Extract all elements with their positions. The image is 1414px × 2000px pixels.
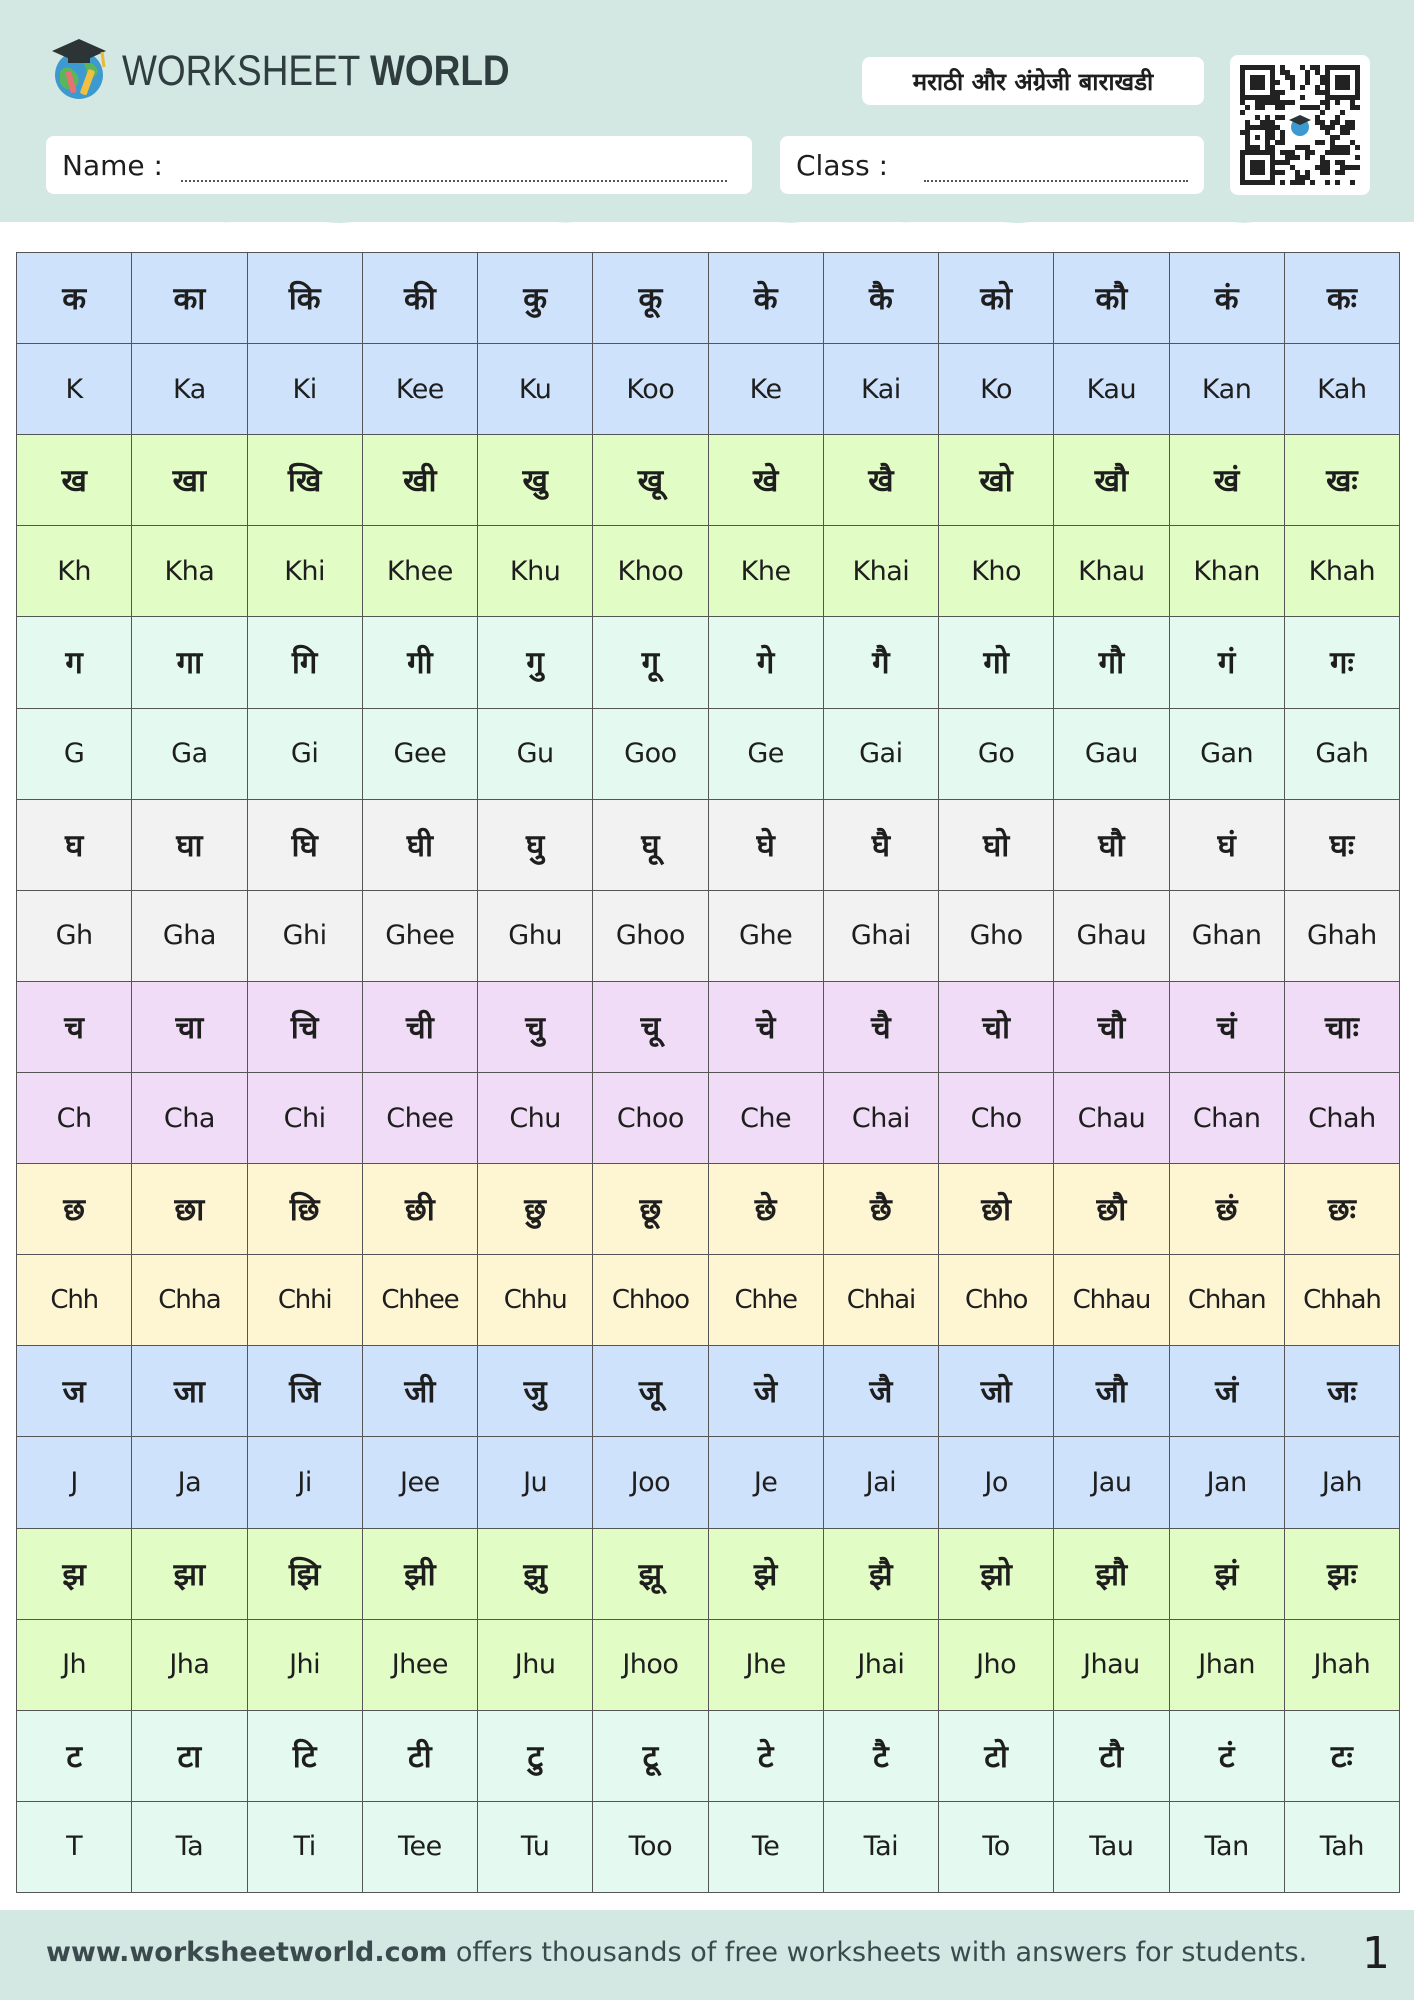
english-row [17,1437,1400,1528]
hindi-syllable-cell: जे [708,1346,823,1437]
barakhadi-table [16,252,1400,1893]
hindi-syllable-cell: कू [593,253,708,344]
hindi-syllable-cell: घ [17,799,132,890]
footer-text [46,1937,1307,1968]
english-syllable-cell: Ji [247,1437,362,1528]
hindi-syllable-cell: टि [247,1710,362,1801]
hindi-syllable-cell: टो [939,1710,1054,1801]
hindi-syllable-cell: झं [1169,1528,1284,1619]
english-syllable-cell: Chhan [1169,1255,1284,1346]
english-syllable-cell: Tee [362,1801,477,1892]
english-syllable-cell: Chhah [1284,1255,1399,1346]
english-syllable-cell: Jh [17,1619,132,1710]
hindi-syllable-cell: छा [132,1164,247,1255]
brand-bold: WORLD [369,47,510,95]
hindi-syllable-cell: छै [823,1164,938,1255]
english-syllable-cell: Jhah [1284,1619,1399,1710]
english-syllable-cell: Kh [17,526,132,617]
hindi-row [17,799,1400,890]
hindi-syllable-cell: जं [1169,1346,1284,1437]
hindi-syllable-cell: खु [478,435,593,526]
english-syllable-cell: Kau [1054,344,1169,435]
hindi-syllable-cell: चो [939,981,1054,1072]
english-syllable-cell: Kah [1284,344,1399,435]
hindi-syllable-cell: के [708,253,823,344]
hindi-syllable-cell: कु [478,253,593,344]
hindi-syllable-cell: टी [362,1710,477,1801]
hindi-syllable-cell: घू [593,799,708,890]
hindi-syllable-cell: घि [247,799,362,890]
hindi-syllable-cell: झौ [1054,1528,1169,1619]
english-syllable-cell: Jee [362,1437,477,1528]
hindi-row [17,435,1400,526]
hindi-syllable-cell: खः [1284,435,1399,526]
english-syllable-cell: Ja [132,1437,247,1528]
hindi-syllable-cell: घं [1169,799,1284,890]
english-syllable-cell: Ta [132,1801,247,1892]
hindi-syllable-cell: झा [132,1528,247,1619]
english-syllable-cell: Khu [478,526,593,617]
english-syllable-cell: Jai [823,1437,938,1528]
english-syllable-cell: Gan [1169,708,1284,799]
english-syllable-cell: Jho [939,1619,1054,1710]
english-syllable-cell: Ka [132,344,247,435]
class-writing-line[interactable] [924,180,1188,182]
english-syllable-cell: Ghi [247,890,362,981]
english-syllable-cell: Chhai [823,1255,938,1346]
english-syllable-cell: Jah [1284,1437,1399,1528]
hindi-syllable-cell: जः [1284,1346,1399,1437]
english-syllable-cell: Chhau [1054,1255,1169,1346]
english-syllable-cell: Ti [247,1801,362,1892]
hindi-syllable-cell: झो [939,1528,1054,1619]
hindi-syllable-cell: गि [247,617,362,708]
english-syllable-cell: Chhoo [593,1255,708,1346]
footer-site-link[interactable]: www.worksheetworld.com [46,1937,448,1968]
hindi-syllable-cell: चै [823,981,938,1072]
hindi-syllable-cell: घै [823,799,938,890]
english-syllable-cell: Jo [939,1437,1054,1528]
hindi-syllable-cell: टू [593,1710,708,1801]
hindi-syllable-cell: छः [1284,1164,1399,1255]
class-field[interactable] [780,136,1204,194]
hindi-syllable-cell: घौ [1054,799,1169,890]
english-syllable-cell: Goo [593,708,708,799]
hindi-syllable-cell: छे [708,1164,823,1255]
english-row [17,1072,1400,1163]
english-syllable-cell: K [17,344,132,435]
footer [0,1910,1414,2000]
english-syllable-cell: Chhu [478,1255,593,1346]
english-syllable-cell: T [17,1801,132,1892]
english-syllable-cell: Khoo [593,526,708,617]
english-syllable-cell: Ghe [708,890,823,981]
hindi-syllable-cell: गू [593,617,708,708]
english-syllable-cell: Go [939,708,1054,799]
hindi-syllable-cell: खू [593,435,708,526]
hindi-syllable-cell: जि [247,1346,362,1437]
english-syllable-cell: Ke [708,344,823,435]
hindi-syllable-cell: च [17,981,132,1072]
hindi-syllable-cell: चा [132,981,247,1072]
hindi-syllable-cell: की [362,253,477,344]
english-syllable-cell: Ghee [362,890,477,981]
english-syllable-cell: Ga [132,708,247,799]
english-syllable-cell: Jhau [1054,1619,1169,1710]
hindi-syllable-cell: खं [1169,435,1284,526]
english-syllable-cell: To [939,1801,1054,1892]
hindi-syllable-cell: ची [362,981,477,1072]
english-syllable-cell: Khee [362,526,477,617]
english-syllable-cell: Jhoo [593,1619,708,1710]
hindi-syllable-cell: जी [362,1346,477,1437]
hindi-syllable-cell: छू [593,1164,708,1255]
english-row [17,526,1400,617]
worksheet-world-logo-icon [46,33,112,103]
footer-tagline: offers thousands of free worksheets with answers for students. [447,1937,1308,1968]
hindi-syllable-cell: छी [362,1164,477,1255]
hindi-syllable-cell: ट [17,1710,132,1801]
english-syllable-cell: Je [708,1437,823,1528]
english-syllable-cell: Jan [1169,1437,1284,1528]
hindi-syllable-cell: जो [939,1346,1054,1437]
hindi-syllable-cell: जा [132,1346,247,1437]
english-syllable-cell: Kai [823,344,938,435]
hindi-syllable-cell: गो [939,617,1054,708]
hindi-syllable-cell: ग [17,617,132,708]
english-syllable-cell: Kee [362,344,477,435]
hindi-syllable-cell: खै [823,435,938,526]
hindi-syllable-cell: टा [132,1710,247,1801]
hindi-syllable-cell: गा [132,617,247,708]
english-syllable-cell: Chah [1284,1072,1399,1163]
english-row [17,1619,1400,1710]
english-syllable-cell: Ghan [1169,890,1284,981]
english-syllable-cell: Kha [132,526,247,617]
english-syllable-cell: Ge [708,708,823,799]
hindi-syllable-cell: जौ [1054,1346,1169,1437]
hindi-syllable-cell: गी [362,617,477,708]
english-syllable-cell: Chu [478,1072,593,1163]
hindi-syllable-cell: झि [247,1528,362,1619]
english-syllable-cell: Joo [593,1437,708,1528]
hindi-syllable-cell: चं [1169,981,1284,1072]
name-label: Name : [62,149,163,182]
english-syllable-cell: J [17,1437,132,1528]
english-row [17,1801,1400,1892]
hindi-syllable-cell: गै [823,617,938,708]
english-syllable-cell: Kho [939,526,1054,617]
english-syllable-cell: Te [708,1801,823,1892]
english-syllable-cell: Tau [1054,1801,1169,1892]
hindi-syllable-cell: झी [362,1528,477,1619]
hindi-syllable-cell: घे [708,799,823,890]
hindi-syllable-cell: ख [17,435,132,526]
name-field[interactable] [46,136,752,194]
hindi-syllable-cell: खौ [1054,435,1169,526]
english-syllable-cell: Chee [362,1072,477,1163]
english-syllable-cell: Khau [1054,526,1169,617]
english-syllable-cell: Ghu [478,890,593,981]
english-syllable-cell: Chhi [247,1255,362,1346]
english-syllable-cell: Chau [1054,1072,1169,1163]
hindi-syllable-cell: जु [478,1346,593,1437]
hindi-syllable-cell: झै [823,1528,938,1619]
hindi-syllable-cell: गे [708,617,823,708]
english-syllable-cell: Gu [478,708,593,799]
english-row [17,1255,1400,1346]
hindi-syllable-cell: टौ [1054,1710,1169,1801]
english-syllable-cell: Chh [17,1255,132,1346]
hindi-syllable-cell: खो [939,435,1054,526]
hindi-row [17,1528,1400,1619]
hindi-syllable-cell: चौ [1054,981,1169,1072]
hindi-row [17,1346,1400,1437]
english-syllable-cell: Khai [823,526,938,617]
english-syllable-cell: Gau [1054,708,1169,799]
english-syllable-cell: Too [593,1801,708,1892]
brand-regular: WORKSHEET [122,47,360,95]
hindi-syllable-cell: घा [132,799,247,890]
hindi-syllable-cell: क [17,253,132,344]
english-syllable-cell: Khah [1284,526,1399,617]
hindi-syllable-cell: झु [478,1528,593,1619]
english-syllable-cell: Jhan [1169,1619,1284,1710]
hindi-syllable-cell: टं [1169,1710,1284,1801]
page-number: 1 [1362,1928,1390,1979]
hindi-syllable-cell: खा [132,435,247,526]
english-row [17,708,1400,799]
hindi-row [17,1710,1400,1801]
hindi-syllable-cell: घी [362,799,477,890]
hindi-syllable-cell: खि [247,435,362,526]
hindi-syllable-cell: झः [1284,1528,1399,1619]
hindi-syllable-cell: को [939,253,1054,344]
hindi-syllable-cell: चे [708,981,823,1072]
name-writing-line[interactable] [181,180,727,182]
english-row [17,890,1400,981]
hindi-syllable-cell: का [132,253,247,344]
english-syllable-cell: Che [708,1072,823,1163]
english-syllable-cell: Kan [1169,344,1284,435]
english-syllable-cell: Jha [132,1619,247,1710]
class-label: Class : [796,149,888,182]
english-syllable-cell: Cho [939,1072,1054,1163]
qr-code [1230,55,1370,195]
hindi-syllable-cell: जै [823,1346,938,1437]
english-syllable-cell: Chhee [362,1255,477,1346]
hindi-syllable-cell: कै [823,253,938,344]
english-syllable-cell: Ki [247,344,362,435]
worksheet-title: मराठी और अंग्रेजी बाराखडी [862,57,1204,105]
hindi-syllable-cell: चाः [1284,981,1399,1072]
english-syllable-cell: Gai [823,708,938,799]
english-syllable-cell: Ghai [823,890,938,981]
hindi-syllable-cell: ज [17,1346,132,1437]
english-syllable-cell: Jhi [247,1619,362,1710]
english-syllable-cell: Ku [478,344,593,435]
english-syllable-cell: Jhu [478,1619,593,1710]
hindi-syllable-cell: घः [1284,799,1399,890]
english-row [17,344,1400,435]
english-syllable-cell: Ko [939,344,1054,435]
hindi-syllable-cell: गं [1169,617,1284,708]
qr-code-icon [1240,65,1360,185]
hindi-syllable-cell: खे [708,435,823,526]
english-syllable-cell: Jau [1054,1437,1169,1528]
english-syllable-cell: Cha [132,1072,247,1163]
hindi-syllable-cell: छौ [1054,1164,1169,1255]
english-syllable-cell: Gah [1284,708,1399,799]
hindi-syllable-cell: झ [17,1528,132,1619]
hindi-syllable-cell: छि [247,1164,362,1255]
hindi-syllable-cell: कः [1284,253,1399,344]
hindi-syllable-cell: छ [17,1164,132,1255]
english-syllable-cell: Chhe [708,1255,823,1346]
english-syllable-cell: Ju [478,1437,593,1528]
english-syllable-cell: Khe [708,526,823,617]
header-torn-edge [0,206,1414,232]
hindi-row [17,1164,1400,1255]
hindi-row [17,253,1400,344]
hindi-syllable-cell: चू [593,981,708,1072]
english-syllable-cell: Gho [939,890,1054,981]
english-syllable-cell: Ghoo [593,890,708,981]
hindi-syllable-cell: टे [708,1710,823,1801]
english-syllable-cell: G [17,708,132,799]
hindi-syllable-cell: टै [823,1710,938,1801]
hindi-row [17,981,1400,1072]
english-syllable-cell: Tan [1169,1801,1284,1892]
hindi-syllable-cell: टु [478,1710,593,1801]
hindi-syllable-cell: झू [593,1528,708,1619]
hindi-syllable-cell: छो [939,1164,1054,1255]
hindi-syllable-cell: कौ [1054,253,1169,344]
hindi-syllable-cell: चु [478,981,593,1072]
english-syllable-cell: Jhe [708,1619,823,1710]
hindi-syllable-cell: घु [478,799,593,890]
hindi-syllable-cell: गौ [1054,617,1169,708]
hindi-syllable-cell: गः [1284,617,1399,708]
english-syllable-cell: Chi [247,1072,362,1163]
english-syllable-cell: Jhee [362,1619,477,1710]
english-syllable-cell: Chan [1169,1072,1284,1163]
english-syllable-cell: Ch [17,1072,132,1163]
hindi-syllable-cell: टः [1284,1710,1399,1801]
hindi-syllable-cell: कि [247,253,362,344]
english-syllable-cell: Jhai [823,1619,938,1710]
english-syllable-cell: Gha [132,890,247,981]
hindi-syllable-cell: छु [478,1164,593,1255]
brand-name [122,46,510,96]
hindi-syllable-cell: गु [478,617,593,708]
english-syllable-cell: Chho [939,1255,1054,1346]
hindi-syllable-cell: खी [362,435,477,526]
english-syllable-cell: Tu [478,1801,593,1892]
english-syllable-cell: Choo [593,1072,708,1163]
hindi-syllable-cell: घो [939,799,1054,890]
english-syllable-cell: Gh [17,890,132,981]
hindi-syllable-cell: चि [247,981,362,1072]
hindi-syllable-cell: झे [708,1528,823,1619]
english-syllable-cell: Tai [823,1801,938,1892]
english-syllable-cell: Ghah [1284,890,1399,981]
english-syllable-cell: Tah [1284,1801,1399,1892]
english-syllable-cell: Khi [247,526,362,617]
english-syllable-cell: Khan [1169,526,1284,617]
hindi-syllable-cell: जू [593,1346,708,1437]
english-syllable-cell: Gee [362,708,477,799]
english-syllable-cell: Chha [132,1255,247,1346]
hindi-syllable-cell: छं [1169,1164,1284,1255]
english-syllable-cell: Ghau [1054,890,1169,981]
hindi-syllable-cell: कं [1169,253,1284,344]
english-syllable-cell: Chai [823,1072,938,1163]
english-syllable-cell: Gi [247,708,362,799]
hindi-row [17,617,1400,708]
english-syllable-cell: Koo [593,344,708,435]
